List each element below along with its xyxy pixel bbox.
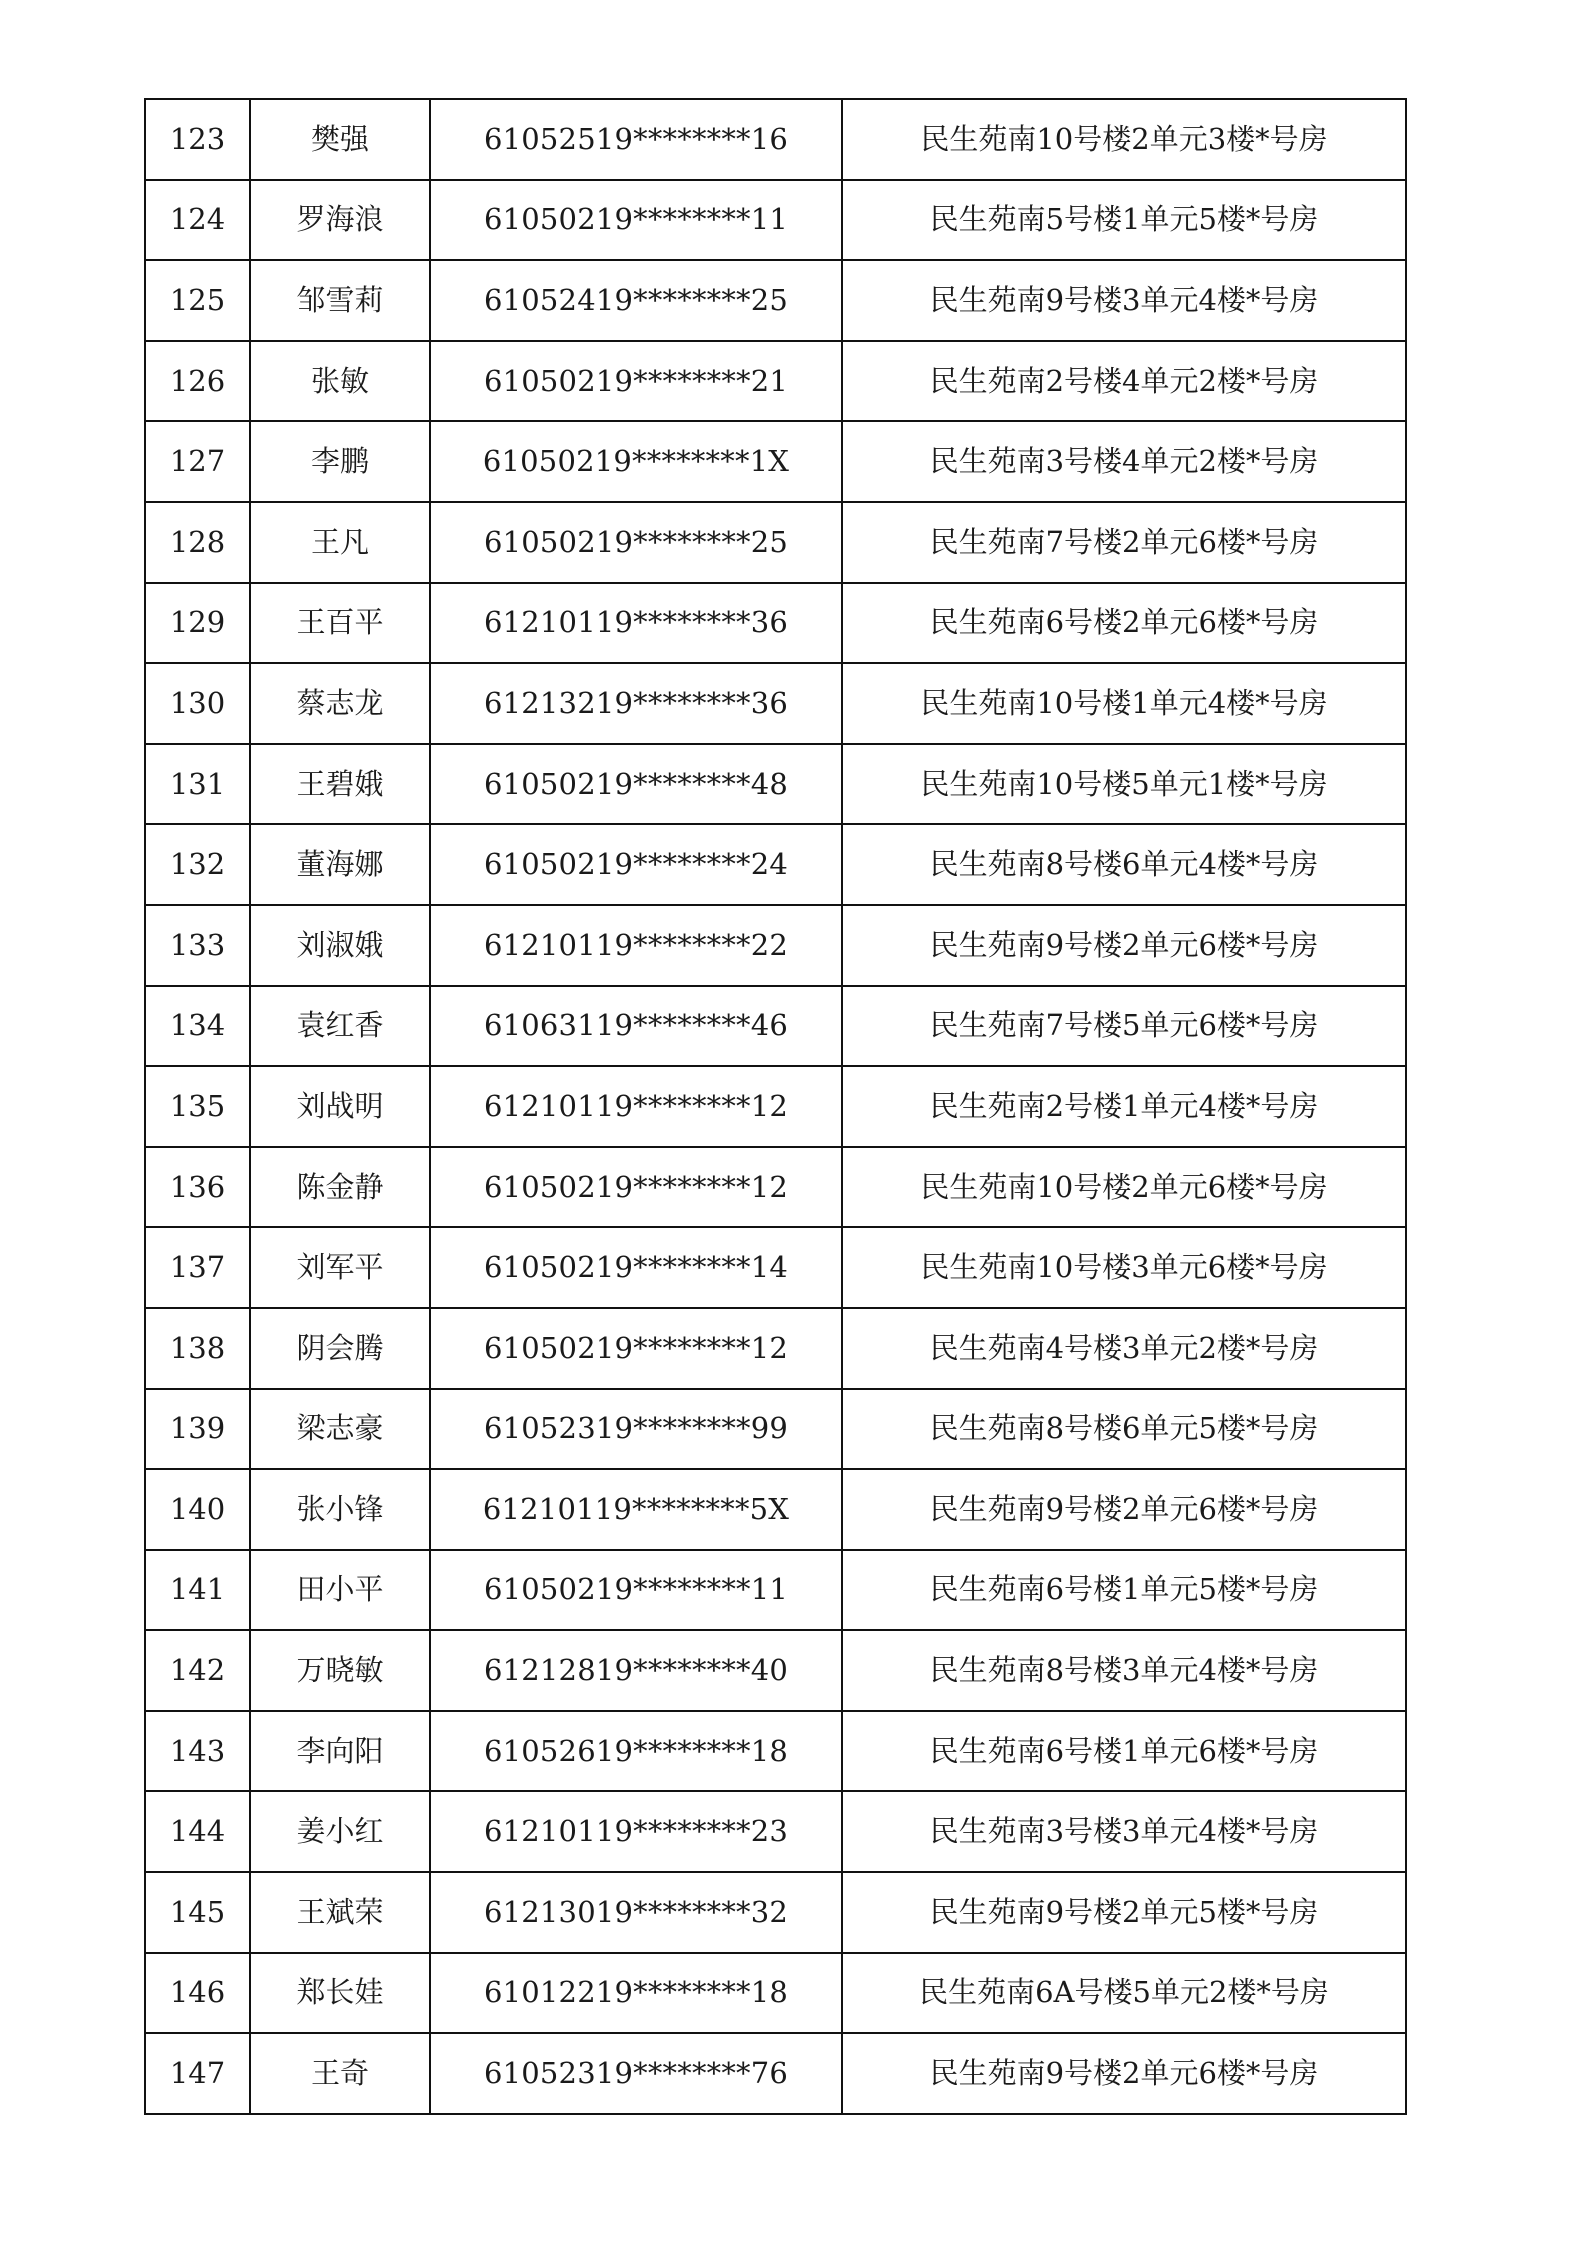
cell-number: 127 [145,421,250,502]
cell-number: 133 [145,905,250,986]
cell-name: 王斌荣 [250,1872,430,1953]
cell-number: 130 [145,663,250,744]
cell-address: 民生苑南4号楼3单元2楼*号房 [842,1308,1406,1389]
table-row [145,1953,1406,2034]
cell-address: 民生苑南2号楼4单元2楼*号房 [842,341,1406,422]
cell-address: 民生苑南9号楼2单元6楼*号房 [842,2033,1406,2114]
table-row [145,341,1406,422]
cell-id-number: 61050219********12 [430,1308,842,1389]
cell-address: 民生苑南5号楼1单元5楼*号房 [842,180,1406,261]
cell-name: 梁志豪 [250,1389,430,1470]
table-row [145,986,1406,1067]
table-row [145,1469,1406,1550]
cell-address: 民生苑南6号楼1单元6楼*号房 [842,1711,1406,1792]
cell-name: 袁红香 [250,986,430,1067]
cell-number: 131 [145,744,250,825]
cell-name: 刘淑娥 [250,905,430,986]
cell-address: 民生苑南2号楼1单元4楼*号房 [842,1066,1406,1147]
cell-id-number: 61050219********21 [430,341,842,422]
table-row [145,1227,1406,1308]
cell-address: 民生苑南3号楼4单元2楼*号房 [842,421,1406,502]
cell-name: 刘战明 [250,1066,430,1147]
cell-name: 张敏 [250,341,430,422]
table-row [145,180,1406,261]
cell-id-number: 61050219********11 [430,1550,842,1631]
table-row [145,583,1406,664]
table-row [145,1389,1406,1470]
cell-address: 民生苑南8号楼6单元4楼*号房 [842,824,1406,905]
cell-number: 124 [145,180,250,261]
cell-number: 140 [145,1469,250,1550]
cell-name: 张小锋 [250,1469,430,1550]
table-row [145,744,1406,825]
cell-name: 田小平 [250,1550,430,1631]
records-body [145,99,1406,2114]
cell-id-number: 61050219********14 [430,1227,842,1308]
cell-name: 刘军平 [250,1227,430,1308]
table-row [145,1630,1406,1711]
cell-id-number: 61012219********18 [430,1953,842,2034]
cell-number: 134 [145,986,250,1067]
table-row [145,2033,1406,2114]
cell-number: 137 [145,1227,250,1308]
cell-name: 姜小红 [250,1791,430,1872]
cell-number: 139 [145,1389,250,1470]
cell-name: 王奇 [250,2033,430,2114]
cell-number: 142 [145,1630,250,1711]
cell-address: 民生苑南6A号楼5单元2楼*号房 [842,1953,1406,2034]
table-row [145,1550,1406,1631]
cell-address: 民生苑南10号楼3单元6楼*号房 [842,1227,1406,1308]
cell-number: 146 [145,1953,250,2034]
cell-id-number: 61052319********99 [430,1389,842,1470]
cell-address: 民生苑南9号楼2单元6楼*号房 [842,1469,1406,1550]
cell-address: 民生苑南6号楼2单元6楼*号房 [842,583,1406,664]
cell-address: 民生苑南9号楼2单元5楼*号房 [842,1872,1406,1953]
cell-number: 138 [145,1308,250,1389]
table-row [145,260,1406,341]
cell-number: 132 [145,824,250,905]
table-row [145,1872,1406,1953]
cell-id-number: 61052319********76 [430,2033,842,2114]
cell-name: 王凡 [250,502,430,583]
cell-id-number: 61213019********32 [430,1872,842,1953]
cell-id-number: 61210119********23 [430,1791,842,1872]
table-row [145,1066,1406,1147]
cell-address: 民生苑南8号楼6单元5楼*号房 [842,1389,1406,1470]
cell-address: 民生苑南10号楼1单元4楼*号房 [842,663,1406,744]
cell-id-number: 61063119********46 [430,986,842,1067]
table-row [145,824,1406,905]
cell-id-number: 61210119********22 [430,905,842,986]
cell-number: 143 [145,1711,250,1792]
cell-name: 樊强 [250,99,430,180]
cell-id-number: 61210119********36 [430,583,842,664]
records-table [144,98,1407,2115]
table-row [145,1147,1406,1228]
cell-name: 蔡志龙 [250,663,430,744]
cell-name: 董海娜 [250,824,430,905]
cell-address: 民生苑南7号楼5单元6楼*号房 [842,986,1406,1067]
table-row [145,502,1406,583]
table-row [145,99,1406,180]
cell-name: 罗海浪 [250,180,430,261]
cell-id-number: 61050219********1X [430,421,842,502]
cell-number: 123 [145,99,250,180]
cell-number: 145 [145,1872,250,1953]
cell-number: 147 [145,2033,250,2114]
cell-address: 民生苑南10号楼2单元3楼*号房 [842,99,1406,180]
cell-name: 万晓敏 [250,1630,430,1711]
cell-number: 129 [145,583,250,664]
cell-name: 王碧娥 [250,744,430,825]
cell-id-number: 61050219********48 [430,744,842,825]
cell-address: 民生苑南10号楼5单元1楼*号房 [842,744,1406,825]
cell-id-number: 61050219********24 [430,824,842,905]
cell-number: 128 [145,502,250,583]
cell-id-number: 61210119********5X [430,1469,842,1550]
cell-id-number: 61052619********18 [430,1711,842,1792]
cell-address: 民生苑南3号楼3单元4楼*号房 [842,1791,1406,1872]
cell-id-number: 61212819********40 [430,1630,842,1711]
table-row [145,421,1406,502]
cell-id-number: 61050219********11 [430,180,842,261]
cell-id-number: 61050219********12 [430,1147,842,1228]
cell-name: 李鹏 [250,421,430,502]
cell-number: 125 [145,260,250,341]
cell-number: 126 [145,341,250,422]
cell-address: 民生苑南9号楼3单元4楼*号房 [842,260,1406,341]
cell-address: 民生苑南7号楼2单元6楼*号房 [842,502,1406,583]
cell-id-number: 61052519********16 [430,99,842,180]
table-row [145,663,1406,744]
cell-address: 民生苑南10号楼2单元6楼*号房 [842,1147,1406,1228]
cell-name: 邹雪莉 [250,260,430,341]
cell-number: 141 [145,1550,250,1631]
table-row [145,1711,1406,1792]
cell-number: 136 [145,1147,250,1228]
cell-name: 王百平 [250,583,430,664]
cell-id-number: 61213219********36 [430,663,842,744]
cell-address: 民生苑南6号楼1单元5楼*号房 [842,1550,1406,1631]
table-row [145,1791,1406,1872]
cell-id-number: 61050219********25 [430,502,842,583]
cell-id-number: 61210119********12 [430,1066,842,1147]
table-row [145,1308,1406,1389]
cell-name: 阴会腾 [250,1308,430,1389]
cell-number: 135 [145,1066,250,1147]
cell-id-number: 61052419********25 [430,260,842,341]
cell-address: 民生苑南9号楼2单元6楼*号房 [842,905,1406,986]
cell-name: 郑长娃 [250,1953,430,2034]
table-row [145,905,1406,986]
cell-name: 陈金静 [250,1147,430,1228]
cell-name: 李向阳 [250,1711,430,1792]
cell-address: 民生苑南8号楼3单元4楼*号房 [842,1630,1406,1711]
cell-number: 144 [145,1791,250,1872]
